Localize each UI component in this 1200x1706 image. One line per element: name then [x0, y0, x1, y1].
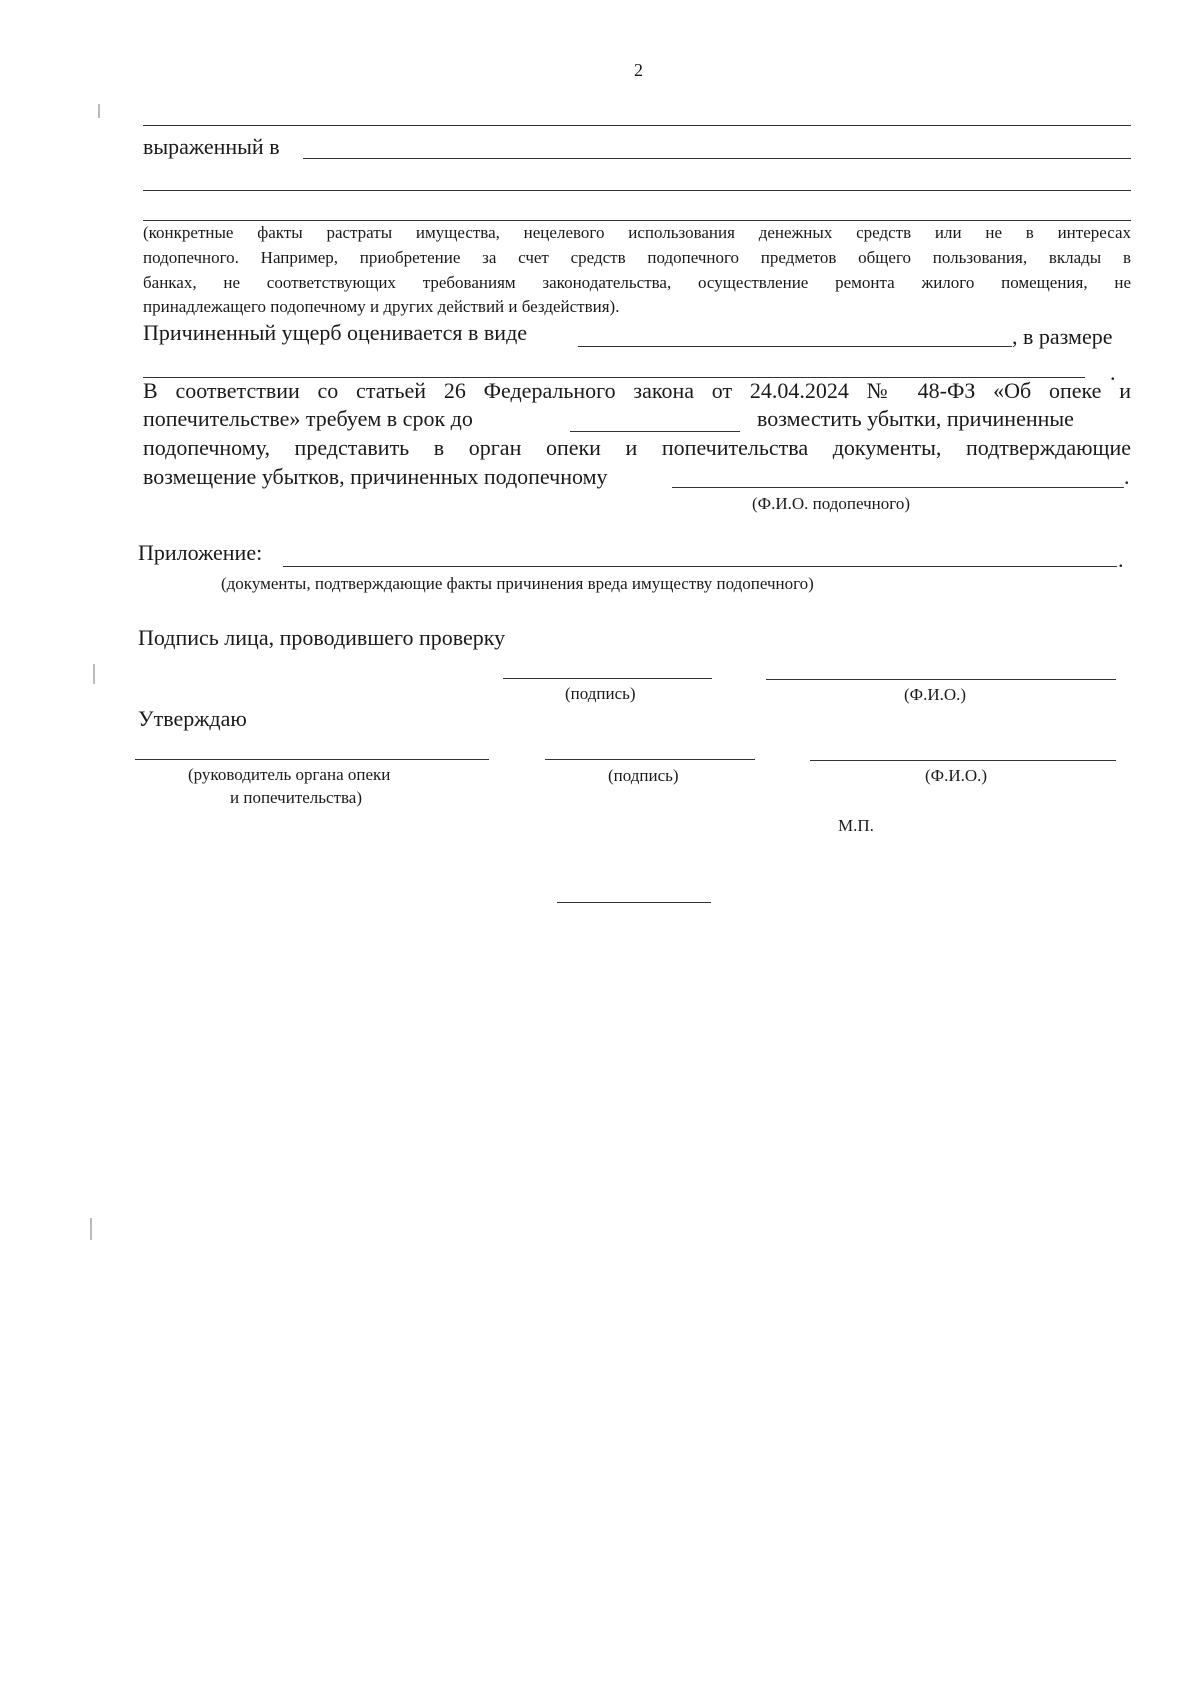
attachment-end-dot: .	[1118, 547, 1124, 572]
inspector-signature-caption: (подпись)	[565, 684, 636, 703]
blank-line-3	[143, 220, 1131, 221]
requirement-line-3: подопечному, представить в орган опеки и попечительства документы, подтверждающие	[143, 435, 1131, 460]
inspector-label: Подпись лица, проводившего проверку	[138, 625, 506, 650]
ward-name-caption: (Ф.И.О. подопечного)	[752, 494, 910, 513]
requirement-line-2a: попечительстве» требуем в срок до	[143, 406, 473, 431]
seal-placeholder: М.П.	[838, 816, 874, 835]
approval-signature-caption: (подпись)	[608, 766, 679, 785]
blank-line-1	[143, 125, 1131, 126]
facts-note-line-1: (конкретные факты растраты имущества, нецелевого использования денежных средств или не в интересах	[143, 223, 1131, 242]
damage-prefix: Причиненный ущерб оценивается в виде	[143, 320, 528, 345]
damage-type-line	[578, 346, 1012, 347]
approval-name-line	[810, 760, 1116, 761]
deadline-line	[570, 431, 740, 432]
blank-line-2	[143, 190, 1131, 191]
closing-divider	[557, 902, 711, 903]
scan-mark-middle	[93, 664, 95, 684]
inspector-name-line	[766, 679, 1116, 680]
inspector-signature-line	[503, 678, 712, 679]
facts-note-line-4: принадлежащего подопечному и других действий и бездействия).	[143, 297, 620, 316]
scan-mark-top	[98, 104, 100, 118]
approval-head-caption-line-1: (руководитель органа опеки	[188, 765, 391, 784]
approval-head-caption-line-2: и попечительства)	[230, 788, 363, 807]
facts-note-line-2: подопечного. Например, приобретение за счет средств подопечного предметов общего пользования, вклады в	[143, 248, 1131, 267]
expressed-label: выраженный в	[143, 134, 280, 159]
approval-signature-line	[545, 759, 755, 760]
requirement-end-dot: .	[1124, 464, 1130, 489]
damage-suffix: , в размере	[1012, 324, 1113, 349]
approval-label: Утверждаю	[138, 706, 247, 731]
facts-note-line-3: банках, не соответствующих требованиям законодательства, осуществление ремонта жилого помещения, не	[143, 273, 1131, 292]
page-number: 2	[634, 60, 643, 80]
expressed-line	[303, 158, 1131, 159]
damage-end-dot: .	[1110, 360, 1116, 385]
inspector-name-caption: (Ф.И.О.)	[904, 685, 967, 704]
requirement-line-2b: возместить убытки, причиненные	[757, 406, 1074, 431]
requirement-line-4: возмещение убытков, причиненных подопечному	[143, 464, 608, 489]
attachment-caption: (документы, подтверждающие факты причинения вреда имуществу подопечного)	[221, 574, 814, 593]
approval-name-caption: (Ф.И.О.)	[925, 766, 988, 785]
requirement-line-1: В соответствии со статьей 26 Федерального закона от 24.04.2024 № 48-ФЗ «Об опеке и	[143, 378, 1131, 403]
approval-head-line	[135, 759, 489, 760]
ward-name-line	[672, 487, 1124, 488]
attachment-label: Приложение:	[138, 540, 263, 565]
attachment-line	[283, 566, 1117, 567]
scan-mark-bottom	[90, 1218, 92, 1240]
